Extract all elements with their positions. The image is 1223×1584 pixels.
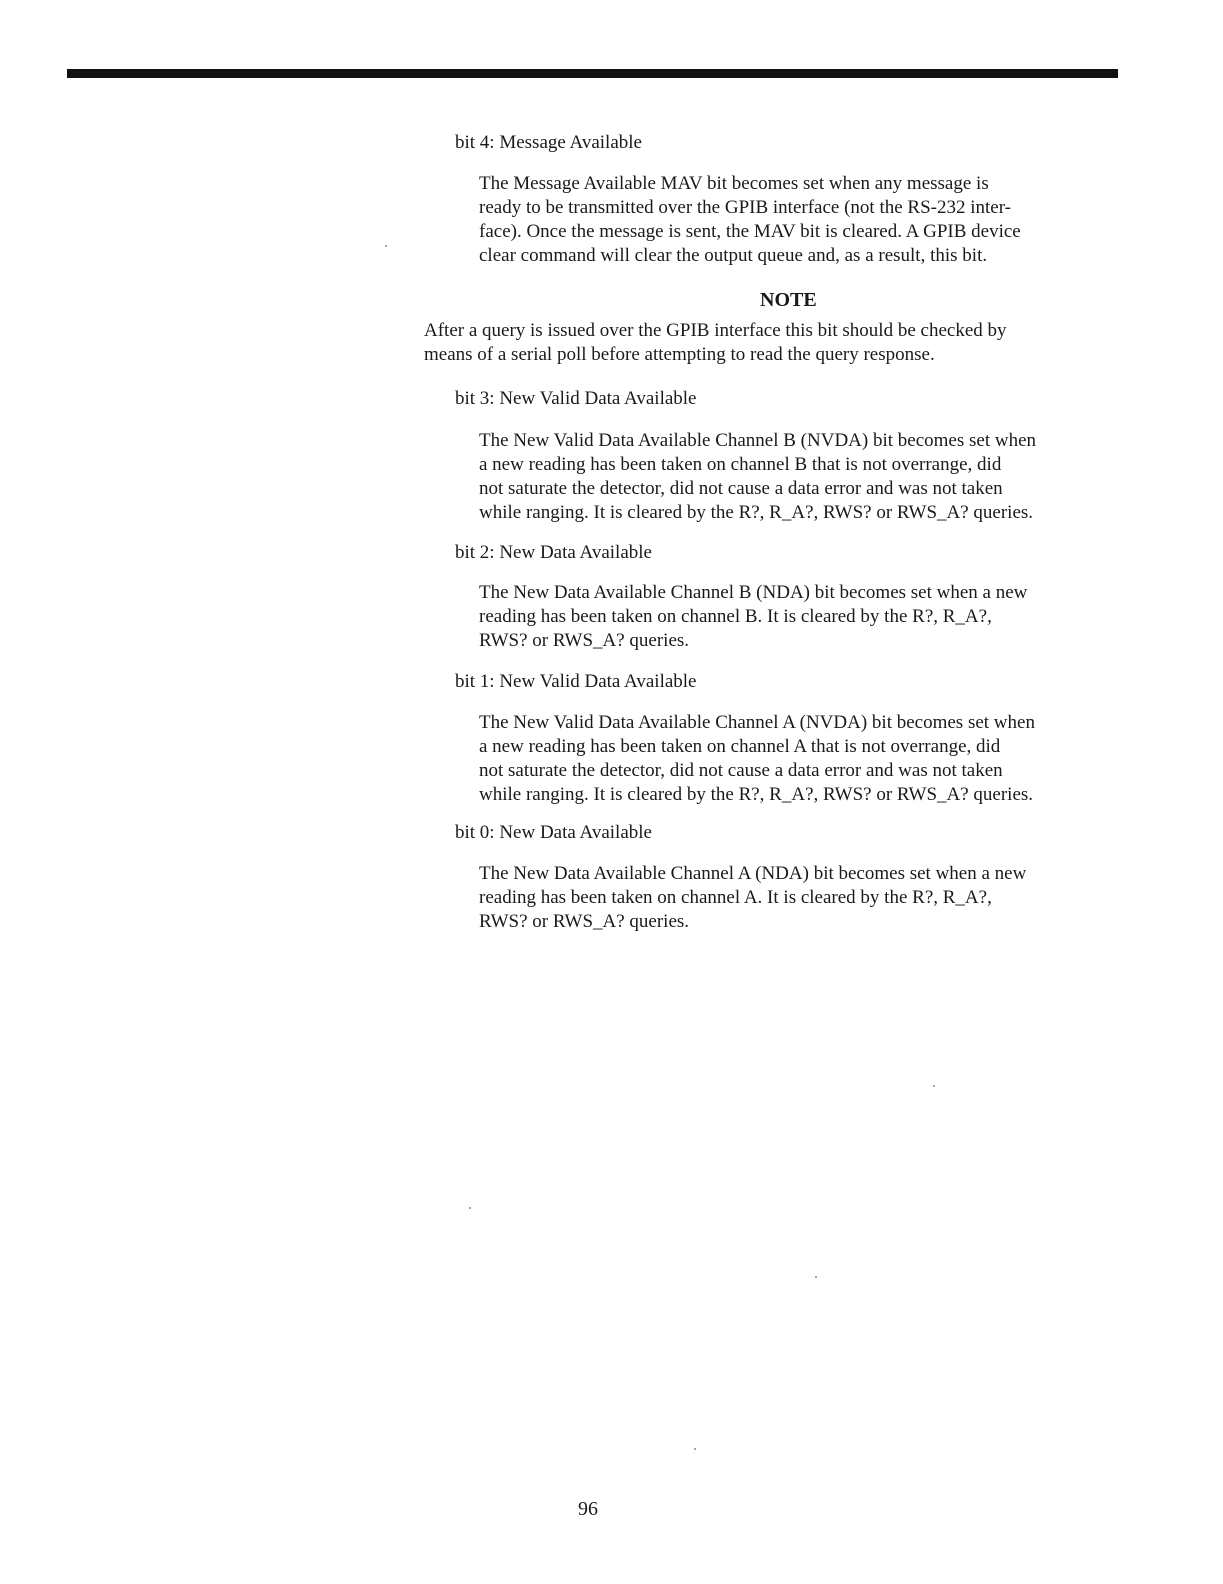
text-line: clear command will clear the output queue and, as a result, this bit.: [479, 245, 988, 266]
text-line: The New Valid Data Available Channel B (NVDA) bit becomes set when: [479, 430, 1037, 451]
text-line: means of a serial poll before attempting to read the query response.: [424, 344, 935, 365]
scan-speck: [815, 1276, 817, 1278]
text-line: not saturate the detector, did not cause a data error and was not taken: [479, 478, 1003, 499]
text-line: a new reading has been taken on channel B that is not overrange, did: [479, 454, 1002, 475]
note-title: NOTE: [760, 289, 817, 311]
scan-speck: [933, 1085, 935, 1087]
bit-0-description: [479, 862, 1129, 934]
text-line: The Message Available MAV bit becomes set when any message is: [479, 173, 989, 194]
page-number: 96: [578, 1498, 598, 1520]
text-line: After a query is issued over the GPIB interface this bit should be checked by: [424, 320, 1007, 341]
bit-0-heading: bit 0: New Data Available: [455, 822, 652, 843]
text-line: reading has been taken on channel A. It is cleared by the R?, R_A?,: [479, 887, 992, 908]
top-rule: [67, 69, 1118, 78]
text-line: not saturate the detector, did not cause a data error and was not taken: [479, 760, 1003, 781]
text-line: The New Data Available Channel A (NDA) bit becomes set when a new: [479, 863, 1027, 884]
bit-3-description: [479, 429, 1129, 525]
text-line: face). Once the message is sent, the MAV bit is cleared. A GPIB device: [479, 221, 1021, 242]
scan-speck: [469, 1207, 471, 1209]
text-line: RWS? or RWS_A? queries.: [479, 911, 690, 932]
bit-3-heading: bit 3: New Valid Data Available: [455, 388, 697, 409]
bit-4-description: [479, 172, 1129, 268]
text-line: reading has been taken on channel B. It is cleared by the R?, R_A?,: [479, 606, 992, 627]
scan-speck: [385, 245, 387, 247]
note-body: [424, 319, 1144, 367]
text-line: while ranging. It is cleared by the R?, R_A?, RWS? or RWS_A? queries.: [479, 502, 1034, 523]
bit-4-heading: bit 4: Message Available: [455, 132, 642, 153]
text-line: a new reading has been taken on channel A that is not overrange, did: [479, 736, 1001, 757]
scan-speck: [694, 1448, 696, 1450]
bit-2-description: [479, 581, 1129, 653]
text-line: RWS? or RWS_A? queries.: [479, 630, 690, 651]
text-line: The New Data Available Channel B (NDA) bit becomes set when a new: [479, 582, 1028, 603]
bit-2-heading: bit 2: New Data Available: [455, 542, 652, 563]
bit-1-heading: bit 1: New Valid Data Available: [455, 671, 697, 692]
bit-1-description: [479, 711, 1129, 807]
text-line: The New Valid Data Available Channel A (NVDA) bit becomes set when: [479, 712, 1035, 733]
text-line: while ranging. It is cleared by the R?, R_A?, RWS? or RWS_A? queries.: [479, 784, 1034, 805]
text-line: ready to be transmitted over the GPIB interface (not the RS-232 inter-: [479, 197, 1011, 218]
